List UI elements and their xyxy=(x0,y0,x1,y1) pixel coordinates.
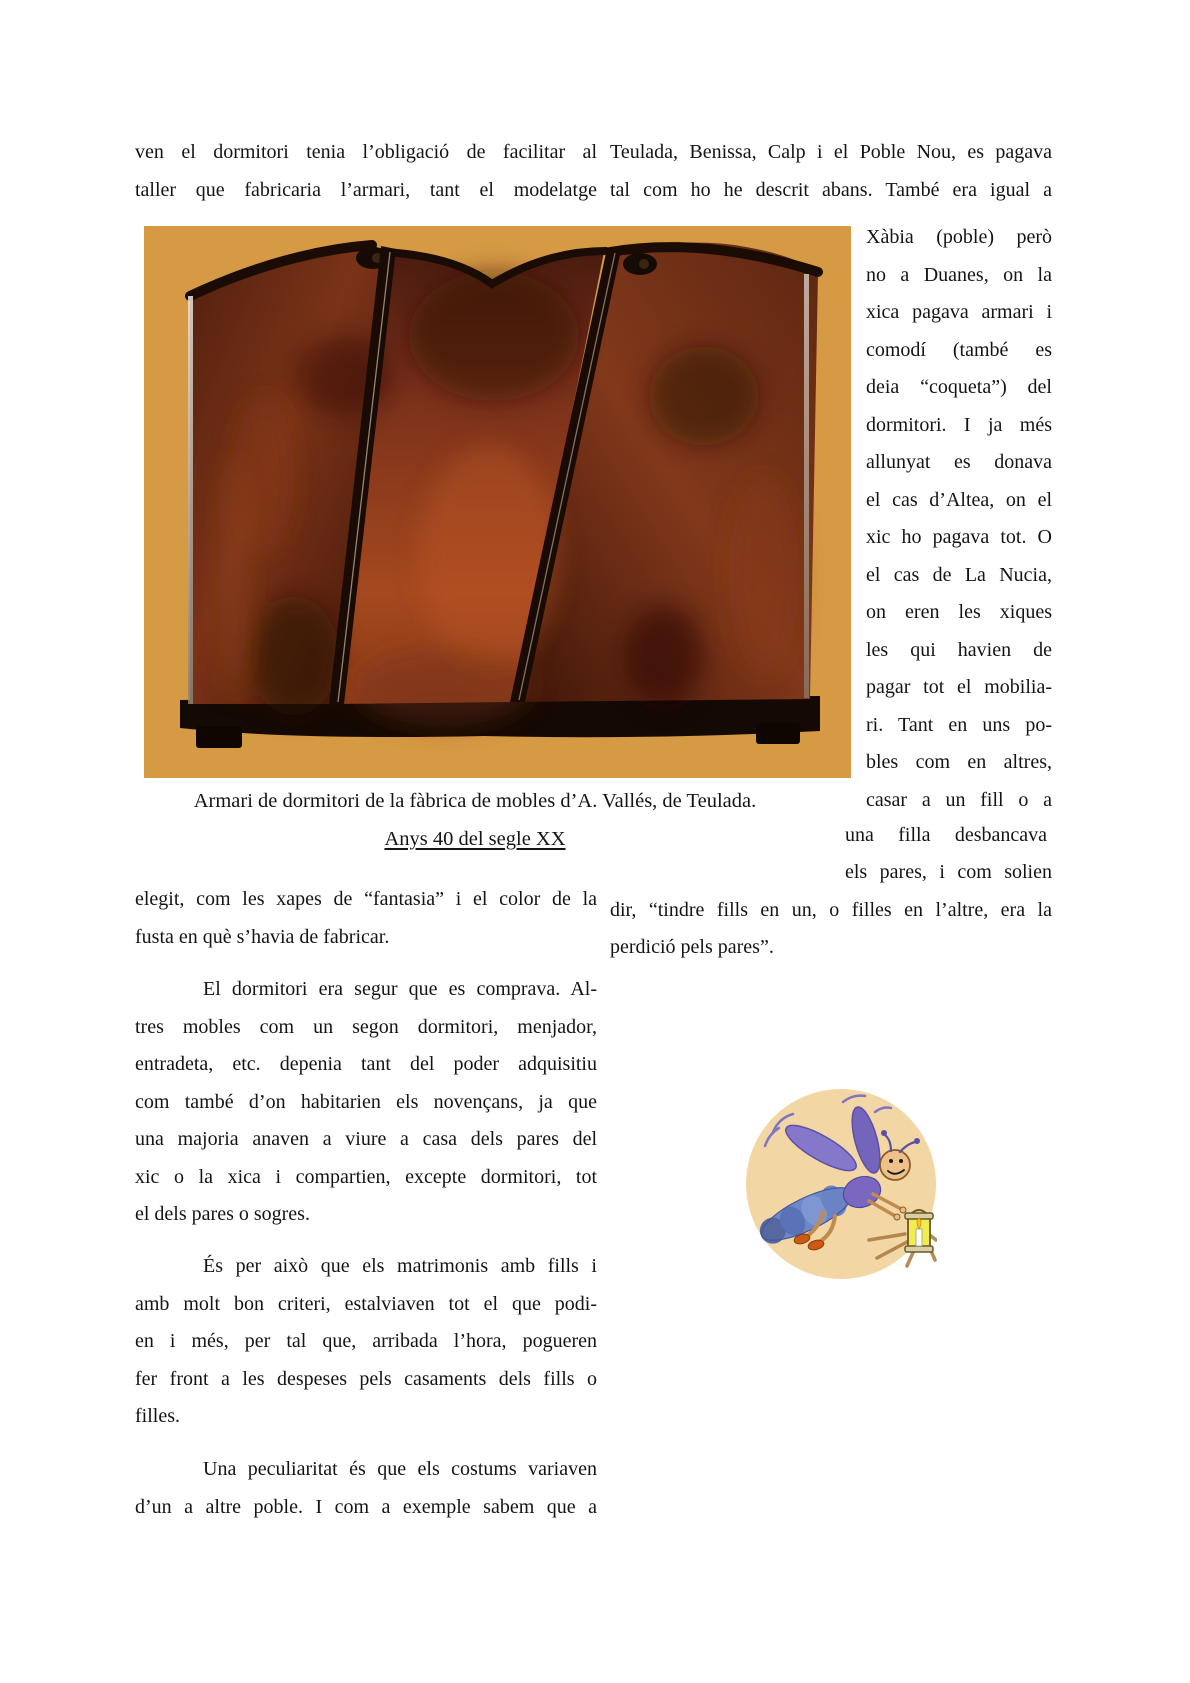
firefly-with-lantern-icon xyxy=(745,1088,937,1280)
text-line: xic o la xica i compartien, excepte dormitori, tot xyxy=(135,1165,597,1188)
left-column-paragraph xyxy=(135,1451,597,1526)
left-column-paragraph xyxy=(135,971,597,1234)
text-line: ven el dormitori tenia l’obligació de facilitar al xyxy=(135,141,597,163)
left-column-top xyxy=(135,134,597,209)
text-line: una majoria anaven a viure a casa dels pares del xyxy=(135,1128,597,1150)
text-line: taller que fabricaria l’armari, tant el modelatge xyxy=(135,178,597,201)
text-line: els pares, i com solien xyxy=(845,861,1052,883)
text-line: xic ho pagava tot. O xyxy=(866,526,1052,548)
right-column-top xyxy=(610,134,1052,209)
text-line: el dels pares o sogres. xyxy=(135,1203,310,1225)
text-line: fer front a les despeses pels casaments dels fills o xyxy=(135,1367,597,1390)
text-line: elegit, com les xapes de “fantasia” i el color de la xyxy=(135,888,597,910)
text-line: deia “coqueta”) del xyxy=(866,376,1052,398)
text-line: bles com en altres, xyxy=(866,751,1052,773)
text-line: el cas d’Altea, on el xyxy=(866,488,1052,511)
text-line: entradeta, etc. depenia tant del poder adquisitiu xyxy=(135,1053,597,1075)
text-line: fusta en què s’havia de fabricar. xyxy=(135,925,390,948)
text-line: perdició pels pares”. xyxy=(610,936,774,958)
text-line: filles. xyxy=(135,1405,180,1427)
text-line: com també d’on habitarien els novençans, ja que xyxy=(135,1090,597,1113)
figure-caption-text: Armari de dormitori de la fàbrica de mobles d’A. Vallés, de Teulada. xyxy=(193,790,757,812)
text-line: pagar tot el mobilia- xyxy=(866,676,1052,698)
figure-caption xyxy=(130,782,820,858)
text-line: El dormitori era segur que es comprava. Al- xyxy=(203,978,597,1000)
text-line: d’un a altre poble. I com a exemple sabem que a xyxy=(135,1495,597,1518)
text-line: Teulada, Benissa, Calp i el Poble Nou, es pagava xyxy=(610,141,1052,163)
wardrobe-photo-image xyxy=(144,226,851,778)
figure-caption-date: Anys 40 del segle XX xyxy=(384,828,566,850)
narrow-right-column xyxy=(866,219,1052,819)
text-line: És per això que els matrimonis amb fills i xyxy=(203,1255,597,1277)
text-line: el cas de La Nucia, xyxy=(866,563,1052,586)
text-line: dir, “tindre fills en un, o filles en l’altre, era la xyxy=(610,899,1052,921)
text-line: allunyat es donava xyxy=(866,451,1052,473)
text-line: tal com ho he descrit abans. També era igual a xyxy=(610,178,1052,201)
text-line: on eren les xiques xyxy=(866,601,1052,623)
text-line: tres mobles com un segon dormitori, menjador, xyxy=(135,1015,597,1038)
text-line: amb molt bon criteri, estalviaven tot el que podi- xyxy=(135,1292,597,1315)
text-line: Xàbia (poble) però xyxy=(866,226,1052,248)
text-line: xica pagava armari i xyxy=(866,301,1052,323)
text-line: una filla desbancava xyxy=(845,824,1047,846)
text-line: les qui havien de xyxy=(866,638,1052,661)
left-column-paragraph xyxy=(135,1248,597,1436)
text-line: en i més, per tal que, arribada l’hora, pogueren xyxy=(135,1330,597,1352)
text-line: Una peculiaritat és que els costums variaven xyxy=(203,1458,597,1480)
text-line: dormitori. I ja més xyxy=(866,413,1052,436)
left-column-paragraph xyxy=(135,881,597,956)
wardrobe-photo xyxy=(144,226,851,778)
firefly-illustration xyxy=(745,1088,937,1280)
text-line: casar a un fill o a xyxy=(866,788,1052,811)
text-line: comodí (també es xyxy=(866,338,1052,361)
text-line: ri. Tant en uns po- xyxy=(866,713,1052,736)
text-line: no a Duanes, on la xyxy=(866,263,1052,286)
